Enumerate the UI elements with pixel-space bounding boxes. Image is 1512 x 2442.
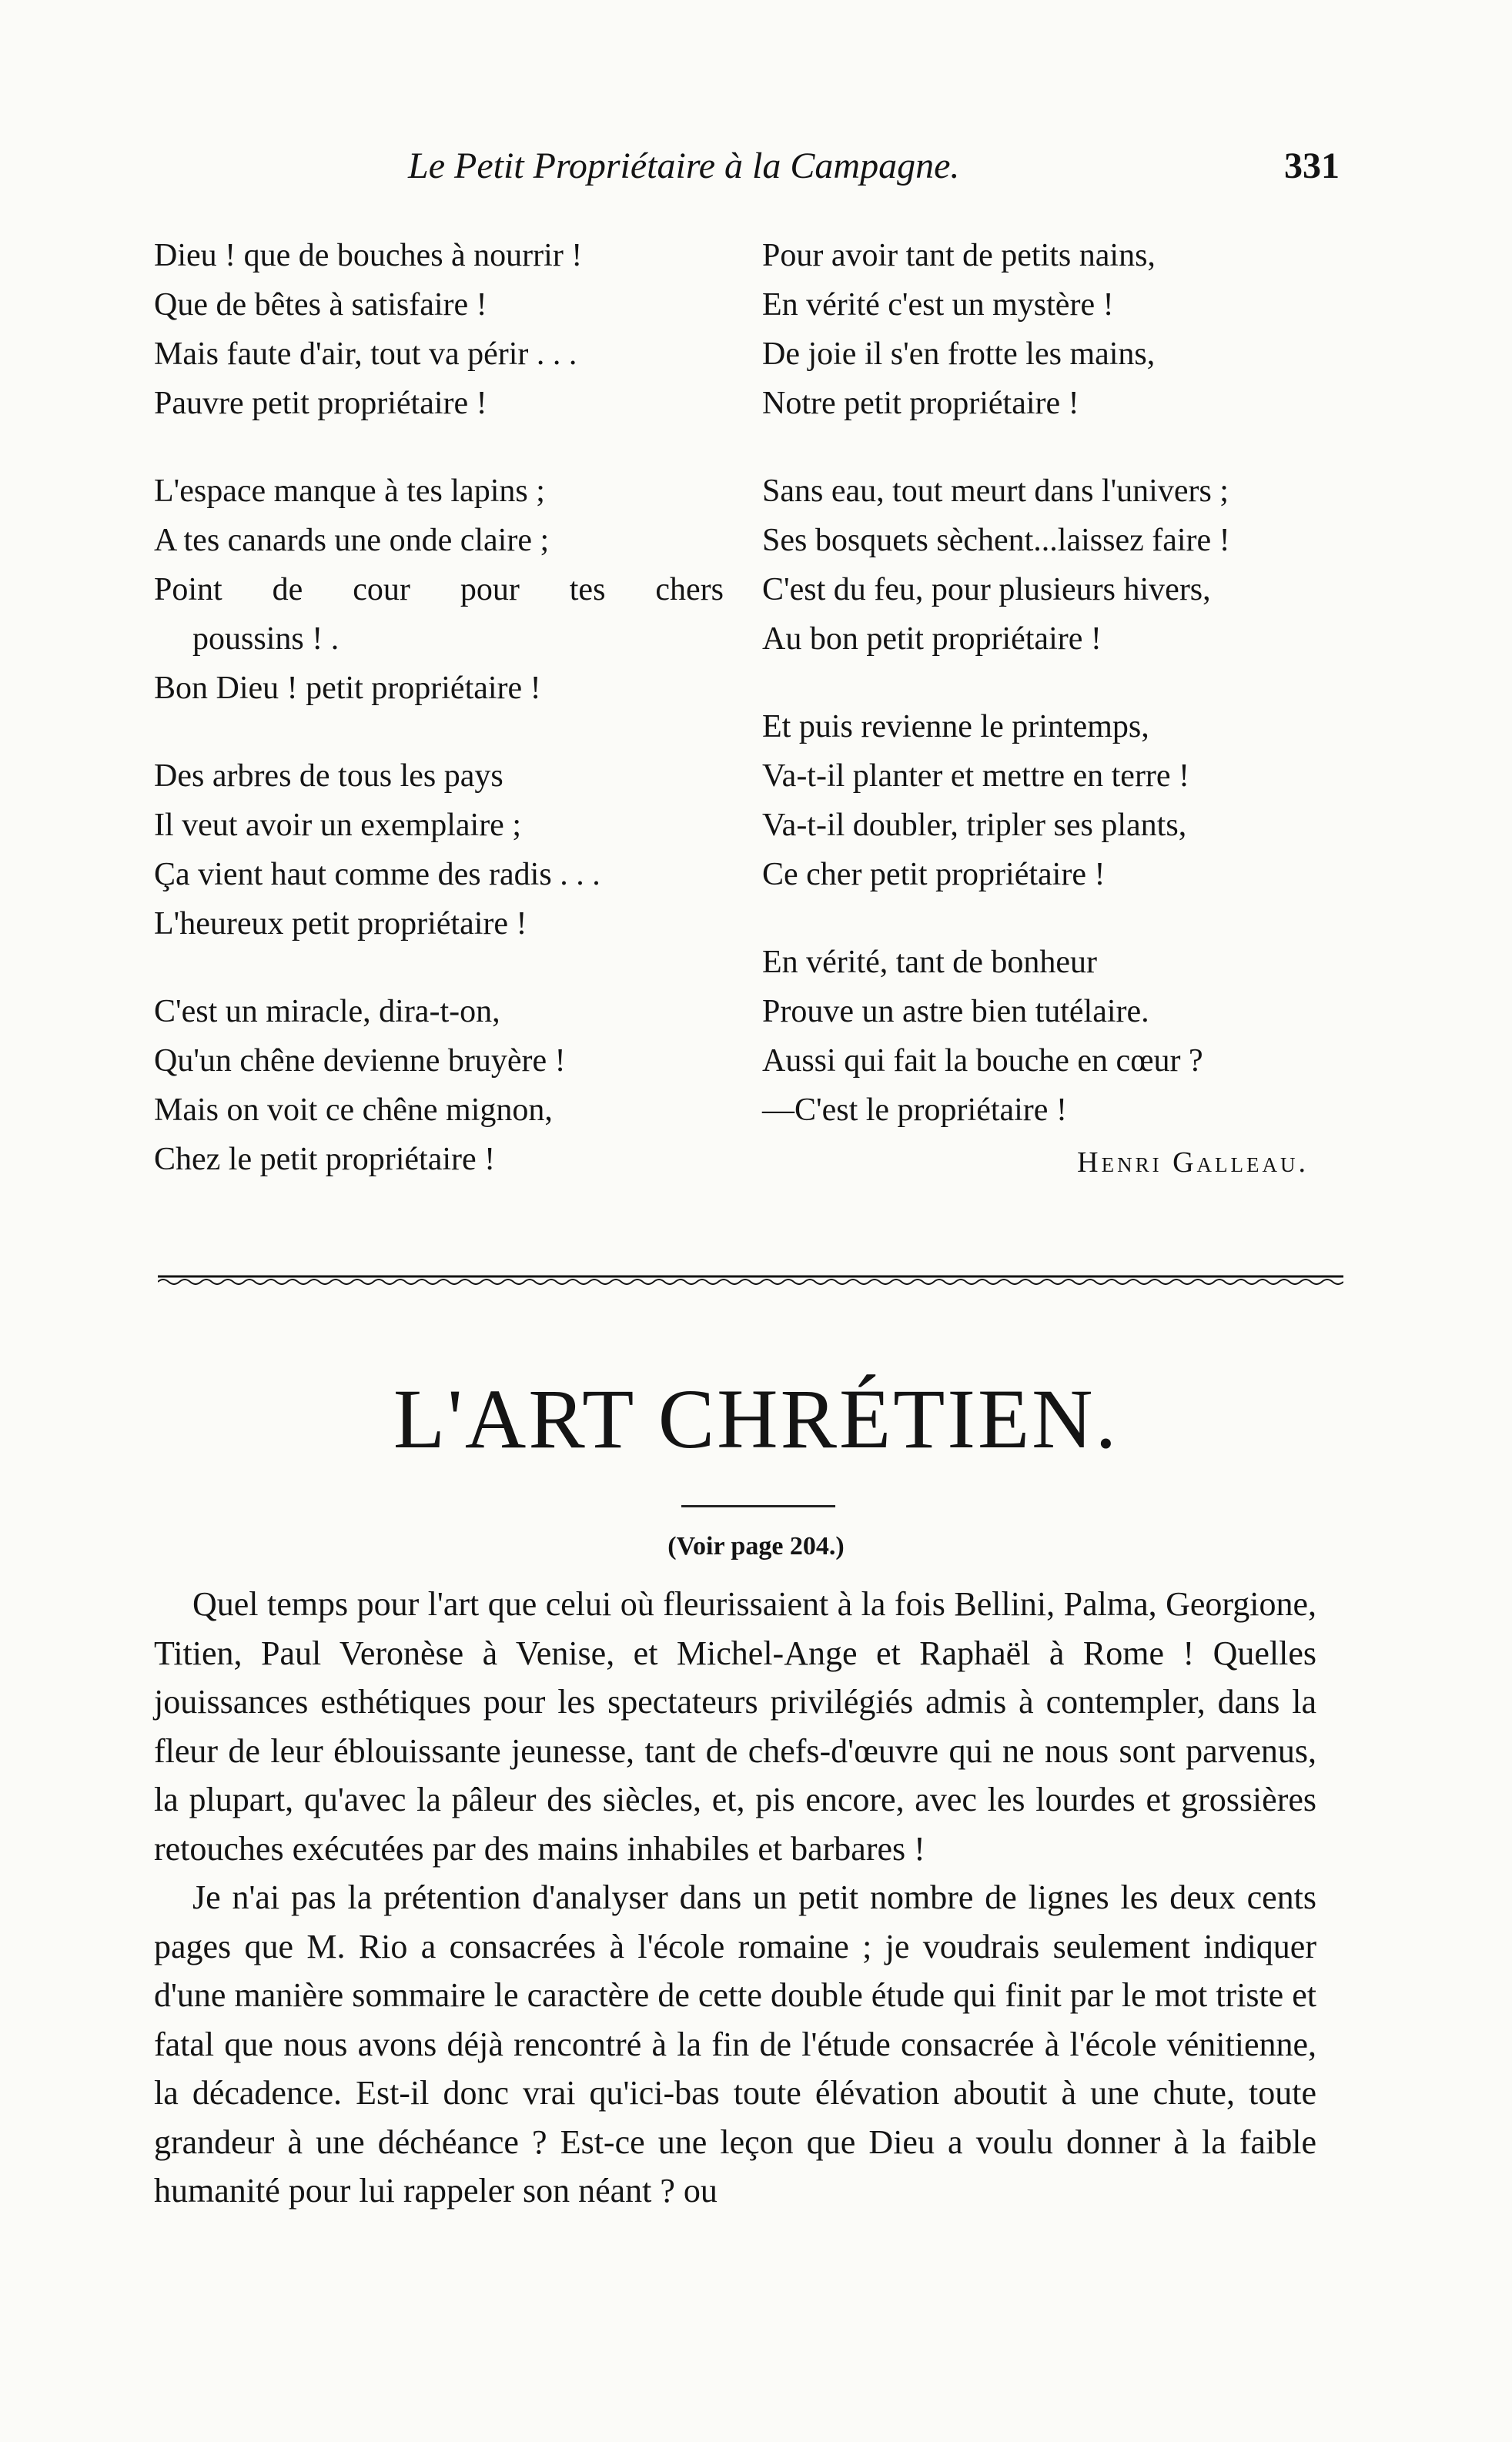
poem-left-column — [154, 231, 724, 1223]
verse-line: Bon Dieu ! petit propriétaire ! — [154, 671, 541, 706]
verse-line: —C'est le propriétaire ! — [762, 1092, 1067, 1128]
verse-line: L'espace manque à tes lapins ; — [154, 473, 545, 509]
verse-line-continuation: poussins ! . — [192, 621, 340, 657]
verse-line: Que de bêtes à satisfaire ! — [154, 287, 487, 323]
verse-line: Pour avoir tant de petits nains, — [762, 238, 1156, 273]
verse-line: Qu'un chêne devienne bruyère ! — [154, 1043, 566, 1079]
stanza — [154, 751, 724, 948]
verse-line: Ce cher petit propriétaire ! — [762, 857, 1106, 892]
verse-line: Ça vient haut comme des radis . . . — [154, 857, 600, 892]
page-reference: (Voir page 204.) — [667, 1532, 845, 1561]
verse-line: C'est un miracle, dira-t-on, — [154, 994, 500, 1029]
verse-line: Et puis revienne le printemps, — [762, 709, 1149, 744]
verse-line: Il veut avoir un exemplaire ; — [154, 808, 521, 843]
article-body — [154, 1580, 1316, 2216]
verse-line: Prouve un astre bien tutélaire. — [762, 994, 1149, 1029]
stanza — [154, 467, 724, 713]
page-number: 331 — [1284, 146, 1340, 186]
verse-line: De joie il s'en frotte les mains, — [762, 336, 1156, 372]
verse-line: Des arbres de tous les pays — [154, 758, 503, 794]
stanza — [762, 467, 1347, 664]
verse-line: Notre petit propriétaire ! — [762, 386, 1079, 421]
verse-line: En vérité c'est un mystère ! — [762, 287, 1114, 323]
ornamental-rule — [158, 1274, 1343, 1285]
verse-line: Au bon petit propriétaire ! — [762, 621, 1102, 657]
verse-line: Dieu ! que de bouches à nourrir ! — [154, 238, 583, 273]
verse-line: Point de cour pour tes chers — [154, 572, 724, 607]
running-title: Le Petit Propriétaire à la Campagne. — [408, 146, 960, 186]
stanza — [154, 987, 724, 1184]
verse-line: Sans eau, tout meurt dans l'univers ; — [762, 473, 1229, 509]
verse-line: Chez le petit propriétaire ! — [154, 1142, 496, 1177]
verse-line: Pauvre petit propriétaire ! — [154, 386, 487, 421]
verse-line: L'heureux petit propriétaire ! — [154, 906, 527, 942]
verse-line: Va-t-il planter et mettre en terre ! — [762, 758, 1190, 794]
paragraph: Je n'ai pas la prétention d'analyser dans un petit nombre de lignes les deux cents pages que M. Rio a consacrées à l'école romaine ; je voudrais seulement indiquer d'une manière sommaire le caractère de cette double étude qui finit par le mot triste et fatal que nous avons déjà rencontré à la fin de l'étude consacrée à l'école vénitienne, la décadence. Est-il donc vrai qu'ici-bas toute élévation aboutit à une chute, toute grandeur à une déchéance ? Est-ce une leçon que Dieu a voulu donner à la faible humanité pour lui rappeler son néant ? ou — [154, 1878, 1316, 2210]
title-rule — [681, 1505, 835, 1507]
verse-line: Va-t-il doubler, tripler ses plants, — [762, 808, 1187, 843]
poem-right-column — [762, 231, 1347, 1224]
verse-line: Aussi qui fait la bouche en cœur ? — [762, 1043, 1203, 1079]
poem-signature: Henri Galleau. — [1077, 1146, 1309, 1179]
verse-line: Mais on voit ce chêne mignon, — [154, 1092, 553, 1128]
stanza — [762, 702, 1347, 899]
paragraph: Quel temps pour l'art que celui où fleurissaient à la fois Bellini, Palma, Georgione, Titien, Paul Veronèse à Venise, et Michel-Ange et Raphaël à Rome ! Quelles jouissances esthétiques pour les spectateurs privilégiés admis à contempler, dans la fleur de leur éblouissante jeunesse, tant de chefs-d'œuvre qui ne nous sont parvenus, la plupart, qu'avec la pâleur des siècles, et, pis encore, avec les lourdes et grossières retouches exécutées par des mains inhabiles et barbares ! — [154, 1585, 1316, 1868]
verse-line: Mais faute d'air, tout va périr . . . — [154, 336, 577, 372]
verse-line: En vérité, tant de bonheur — [762, 945, 1098, 980]
stanza — [762, 231, 1347, 428]
verse-line: C'est du feu, pour plusieurs hivers, — [762, 572, 1211, 607]
stanza — [762, 938, 1347, 1186]
article-title: L'ART CHRÉTIEN. — [393, 1372, 1119, 1466]
verse-line: Ses bosquets sèchent...laissez faire ! — [762, 523, 1230, 558]
running-header — [154, 145, 1340, 206]
verse-line: A tes canards une onde claire ; — [154, 523, 550, 558]
stanza — [154, 231, 724, 428]
